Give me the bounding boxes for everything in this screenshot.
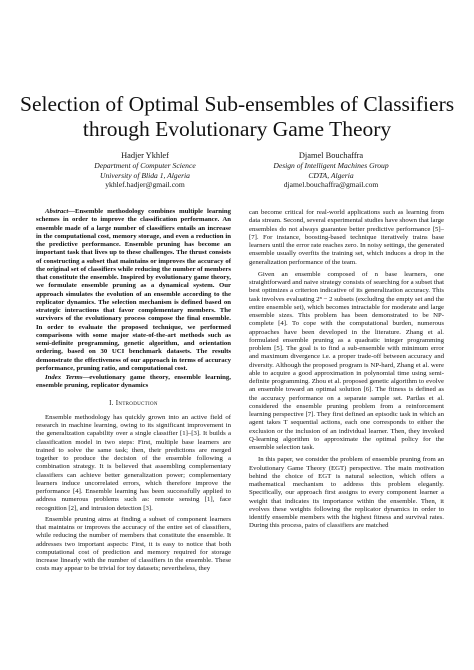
index-terms-text: —evolutionary game theory, ensemble learning, ensemble pruning, replicator dynamics: [36, 374, 231, 390]
left-column: [36, 208, 231, 664]
body-paragraph: In this paper, we consider the problem of ensemble pruning from an Evolutionary Game Theory (EGT) perspective. The main motivation behind the choice of EGT is natural selection, which offers a mathematical mechanism to address this problem elegantly. Specifically, our approach first assigns to every component learner a weight that indicates its importance within the ensemble. Then, it evolves these weights following the replicator dynamics in order to identify ensemble members with the highest fitness and survival rates. During this process, pairs of classifiers are matched: [249, 456, 444, 530]
author-name: Hadjer Ykhlef: [121, 151, 169, 160]
author-institution: University of Blida 1, Algeria: [100, 170, 190, 180]
body-paragraph: can become critical for real-world applications such as learning from data stream. Second, several experimental studies have shown that large ensembles do not always guarantee better predictive performance [5]–[7]. For instance, boosting-based technique iteratively trains base learners until the error rate reaches zero. In noisy settings, the generated ensemble usually overfits the training set, which induces a drop in the generalization performance of the team.: [249, 209, 444, 266]
index-terms-lead: Index Terms: [45, 374, 83, 381]
section-heading-introduction: I. Introduction: [109, 399, 158, 407]
body-paragraph: Ensemble methodology has quickly grown into an active field of research in machine learning, owing to its significant improvement in the generalization capability over a single classifier [1]–[3]. It builds a classification model in two steps: First, multiple base learners are trained to solve the same task; then, their predictions are merged together to produce the decision of the ensemble following a combination strategy. It is believed that assembling complementary classifiers can achieve better generalization power; complementary learners induce uncorrelated errors, which therefore improve the performance [4]. Ensemble learning has been successfully applied to address numerous problems such as: remote sensing [1], face recognition [2], and intrusion detection [3].: [36, 413, 231, 512]
author-email[interactable]: djamel.bouchaffra@gmail.com: [283, 180, 379, 190]
author-block-1: [60, 150, 230, 190]
body-paragraph: Ensemble pruning aims at finding a subset of component learners that maintains or improves the accuracy of the entire set of classifiers, while reducing the number of members that constitute the ensemble. It addresses two important aspects: First, it is easy to notice that both computational cost of prediction and memory required for storage increase linearly with the number of classifiers in the ensemble. These costs may appear to be trivial for toy datasets; nevertheless, they: [36, 515, 231, 573]
right-column: [249, 209, 444, 665]
author-block-2: [246, 150, 416, 190]
abstract: [36, 208, 231, 373]
index-terms: [36, 374, 231, 391]
author-department: Design of Intelligent Machines Group: [273, 161, 389, 170]
author-email[interactable]: ykhlef.hadjer@gmail.com: [105, 180, 185, 190]
title-line-2: through Evolutionary Game Theory: [82, 117, 392, 141]
author-department: Department of Computer Science: [94, 161, 196, 170]
abstract-lead: Abstract: [45, 208, 69, 215]
paper-title: [20, 92, 454, 142]
author-institution: CDTA, Algeria: [308, 170, 354, 180]
body-paragraph: Given an ensemble composed of n base learners, one straightforward and naive strategy consists of searching for a subset that best optimizes a criterion indicative of its generalization accuracy. This task involves evaluating 2ⁿ − 2 subsets (excluding the empty set and the entire ensemble set), which becomes intractable for moderate and large ensemble sizes. This problem has been demonstrated to be NP-complete [4]. To cope with the computational burden, numerous approaches have been developed in the literature. Zhang et al. formulated ensemble pruning as a quadratic integer programming problem [5]. The goal is to find a sub-ensemble with minimum error and maximum divergence i.e. a proper trade-off between accuracy and diversity. Although the proposed program is NP-hard, Zhang et al. were able to acquire a good approximation in polynomial time using semi-definite programming. Zhou et al. proposed genetic algorithm to evolve an ensemble toward an optimal solution [6]. The fitness is defined as the accuracy performance on a separate sample set. Partlas et al. considered the ensemble pruning problem from a reinforcement learning perspective [7]. They first defined an episodic task in which an agent takes T sequential actions, each one corresponds to either the exclusion or the inclusion of an individual learner. Then, they invoked Q-learning algorithm to approximate the optimal policy for the ensemble selection task.: [249, 270, 444, 451]
title-line-1: Selection of Optimal Sub-ensembles of Classifiers: [20, 92, 455, 116]
abstract-text: —Ensemble methodology combines multiple learning schemes in order to improve the classification performance. An ensemble made of a large number of classifiers entails an increase in the computational cost, memory storage, and even a reduction in the predictive performance. Ensemble pruning has become an important task that lives up to these challenges. The thrust consists of constructing a subset that maintains or improves the accuracy of the original set of classifiers while reducing the number of members that constitute the ensemble. Inspired by evolutionary game theory, we formulate ensemble pruning as a dynamical system. Our approach simulates the evolution of an ensemble according to the replicator dynamics. The selection mechanism is defined based on strategic interactions that favor complementary members. The survivors of the evolutionary process compose the final ensemble. In order to evaluate the proposed technique, we performed comparisons with some major state-of-the-art methods such as semi-definite programming, genetic algorithm, and orientation ordering, based on 30 UCI benchmark datasets. The results demonstrate the effectiveness of our approach in terms of accuracy performance, pruning ratio, and computational cost.: [36, 208, 231, 372]
author-name: Djamel Bouchaffra: [298, 151, 364, 160]
